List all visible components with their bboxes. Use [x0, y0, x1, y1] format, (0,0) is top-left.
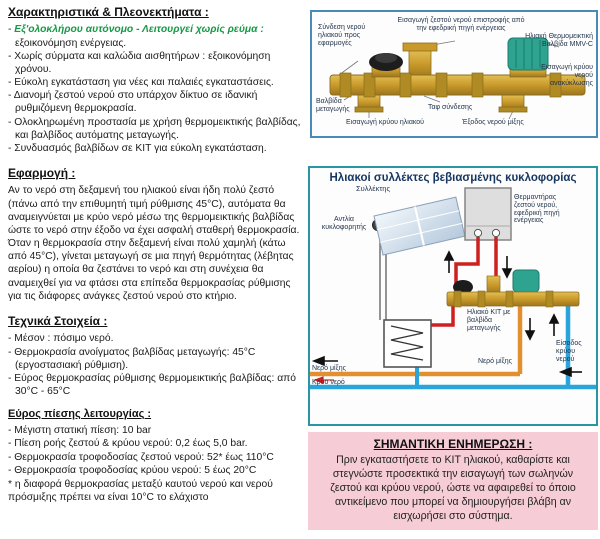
- section-technical: [8, 314, 302, 398]
- application-paragraph-2: Όταν η θερμοκρασία στην δεξαμενή είναι πολύ χαμηλή (κάτω από 45°C), γίνεται μεταγωγή σε μια πηγή θερμότητας (λέβητας αερίου) η οποία θα ζεστάνει το νερό και στη συνέχεια θα αναμειχθεί για να φτάσει στα επίπεδα θερμοκρασίας ρύθμισης για τις διάφορες ανάγκες ζεστού νερού στο κτήριο.: [8, 238, 294, 302]
- pressure-footnote: * η διαφορά θερμοκρασίας μεταξύ καυτού νερού και νερού πρόσμιξης πρέπει να είναι 10°C το ελάχιστο: [8, 478, 273, 504]
- notice-title: ΣΗΜΑΝΤΙΚΗ ΕΝΗΜΕΡΩΣΗ :: [373, 437, 533, 451]
- feature-item: - Ολοκληρωμένη προστασία με χρήση θερμομεικτικής βαλβίδας, και βαλβίδος αυτόματης μεταγωγής.: [8, 116, 301, 141]
- label-collector: Συλλέκτης: [356, 184, 391, 193]
- technical-title: Τεχνικά Στοιχεία :: [8, 313, 108, 328]
- application-paragraph-1: Αν το νερό στη δεξαμενή του ηλιακού είναι ήδη πολύ ζεστό (πάνω από την επιθυμητή τιμή ρύθμισης 45°C), αυτόματα θα αναμειγνύεται με κρύο νερό μέσω της θερμομεικτικής βαλβίδας ώστε το νερό στην έξοδο να έχει ασφαλή σταθερή θερμοκρασία.: [8, 185, 300, 236]
- label-pump: Αντλία κυκλοφορητής: [321, 216, 367, 231]
- tee-connection: [409, 50, 431, 78]
- port-flange: [355, 107, 383, 112]
- label-mixing-valve: Ηλιακή Θερμομεικτική Βαλβίδα MMV-C: [525, 33, 593, 48]
- system-diagram-box: [308, 166, 598, 426]
- knob-top: [375, 53, 397, 63]
- technical-item: - Μέσον : πόσιμο νερό.: [8, 333, 114, 345]
- label-cold-right: Είσοδος κρύου νερού: [556, 340, 582, 363]
- features-title: Χαρακτηριστικά & Πλεονεκτήματα :: [8, 5, 209, 19]
- label-mixed-center: Νερό μίξης: [478, 358, 512, 365]
- section-pressure: [8, 407, 302, 504]
- label-cold-inlet: Εισαγωγή κρύου ηλιακού: [346, 119, 425, 126]
- kit-diagram-box: [310, 10, 598, 138]
- notice-body: Πριν εγκαταστήσετε το ΚΙΤ ηλιακού, καθαρίστε και στεγνώστε προσεκτικά την εισαγωγή των σωληνών ζεστού και κρύου νερού, ώστε να αφαιρεθεί το όποιο αντικείμενο που μπορεί να δημιουργήσει βλάβη αν εισχωρήσει στο σύστημα.: [330, 454, 576, 522]
- label-tee: Ταφ σύνδεσης: [428, 104, 473, 111]
- pressure-item: - Θερμοκρασία τροφοδοσίας κρύου νερού: 5 έως 20°C: [8, 464, 257, 476]
- section-features: [8, 5, 302, 155]
- label-recirc-cold: Εισαγωγή κρύου νερού ανακύκλωσης: [541, 64, 593, 87]
- kit-tee: [487, 276, 500, 294]
- label-cold-left: Κρύο νερό: [312, 379, 345, 386]
- application-title: Εφαρμογή :: [8, 166, 76, 181]
- kit-mixing-knob: [513, 270, 539, 292]
- label-solar-hot: Σύνδεση νερού ηλιακού προς εφαρμογές: [318, 24, 366, 47]
- feature-item: - Διανομή ζεστού νερού στο υπάρχον δίκτυο σε ιδανική ρυθμιζόμενη θερμοκρασία.: [8, 90, 258, 115]
- label-diverting-valve: Βαλβίδα μεταγωγής: [316, 98, 350, 113]
- heater-port: [492, 229, 499, 236]
- feature-item: - Εξ'ολοκλήρου αυτόνομο - Λειτουργεί χωρίς ρεύμα : εξοικονόμηση ενέργειας.: [8, 24, 264, 49]
- flow-arrows: [314, 252, 582, 376]
- left-text-column: [8, 5, 302, 504]
- label-mixed-left: Νερό μίξης: [312, 365, 346, 372]
- feature-highlight-rest: εξοικονόμηση ενέργειας.: [15, 37, 127, 49]
- heater-port: [474, 229, 481, 236]
- feature-item: - Συνδυασμός βαλβίδων σε ΚΙΤ για εύκολη εγκατάσταση.: [8, 142, 267, 154]
- feature-item: - Εύκολη εγκατάσταση για νέες και παλαιές εγκαταστάσεις.: [8, 77, 274, 89]
- pressure-item: - Μέγιστη στατική πίεση: 10 bar: [8, 425, 152, 437]
- port-flange: [499, 107, 527, 112]
- pressure-title: Εύρος πίεσης λειτουργίας :: [8, 408, 152, 421]
- label-heater: Θερμαντήρας ζεστού νερού, εφεδρική πηγή ενέργειας: [514, 194, 560, 225]
- important-notice-box: [308, 432, 598, 530]
- technical-item: - Εύρος θερμοκρασίας ρύθμισης θερμομεικτικής βαλβίδας: από 30°C - 65°C: [8, 372, 296, 398]
- label-mixed-outlet: Έξοδος νερού μίξης: [462, 119, 524, 126]
- feature-highlight: Εξ'ολοκλήρου αυτόνομο - Λειτουργεί χωρίς ρεύμα :: [14, 24, 264, 36]
- label-backup-hot: Εισαγωγή ζεστού νερού επιστροφής από την εφεδρική πηγή ενέργειας: [397, 17, 525, 32]
- pressure-item: - Θερμοκρασία τροφοδοσίας ζεστού νερού: 52* έως 110°C: [8, 451, 274, 463]
- water-heater: [465, 188, 511, 240]
- label-kit: Ηλιακό ΚΙΤ με βαλβίδα μεταγωγής: [467, 309, 511, 332]
- section-application: [8, 166, 302, 303]
- feature-item: - Χωρίς σύρματα και καλώδια αισθητήρων : εξοικονόμηση χρόνου.: [8, 50, 271, 75]
- technical-item: - Θερμοκρασία ανοίγματος βαλβίδας μεταγωγής: 45°C (εργοστασιακή ρύθμιση).: [8, 346, 256, 371]
- solar-panel-icon: [374, 197, 465, 255]
- system-diagram-title: Ηλιακοί συλλέκτες βεβιασμένης κυκλοφορίας: [329, 172, 577, 184]
- pressure-item: - Πίεση ροής ζεστού & κρύου νερού: 0,2 έως 5,0 bar.: [8, 438, 248, 450]
- tee-flange: [403, 43, 437, 51]
